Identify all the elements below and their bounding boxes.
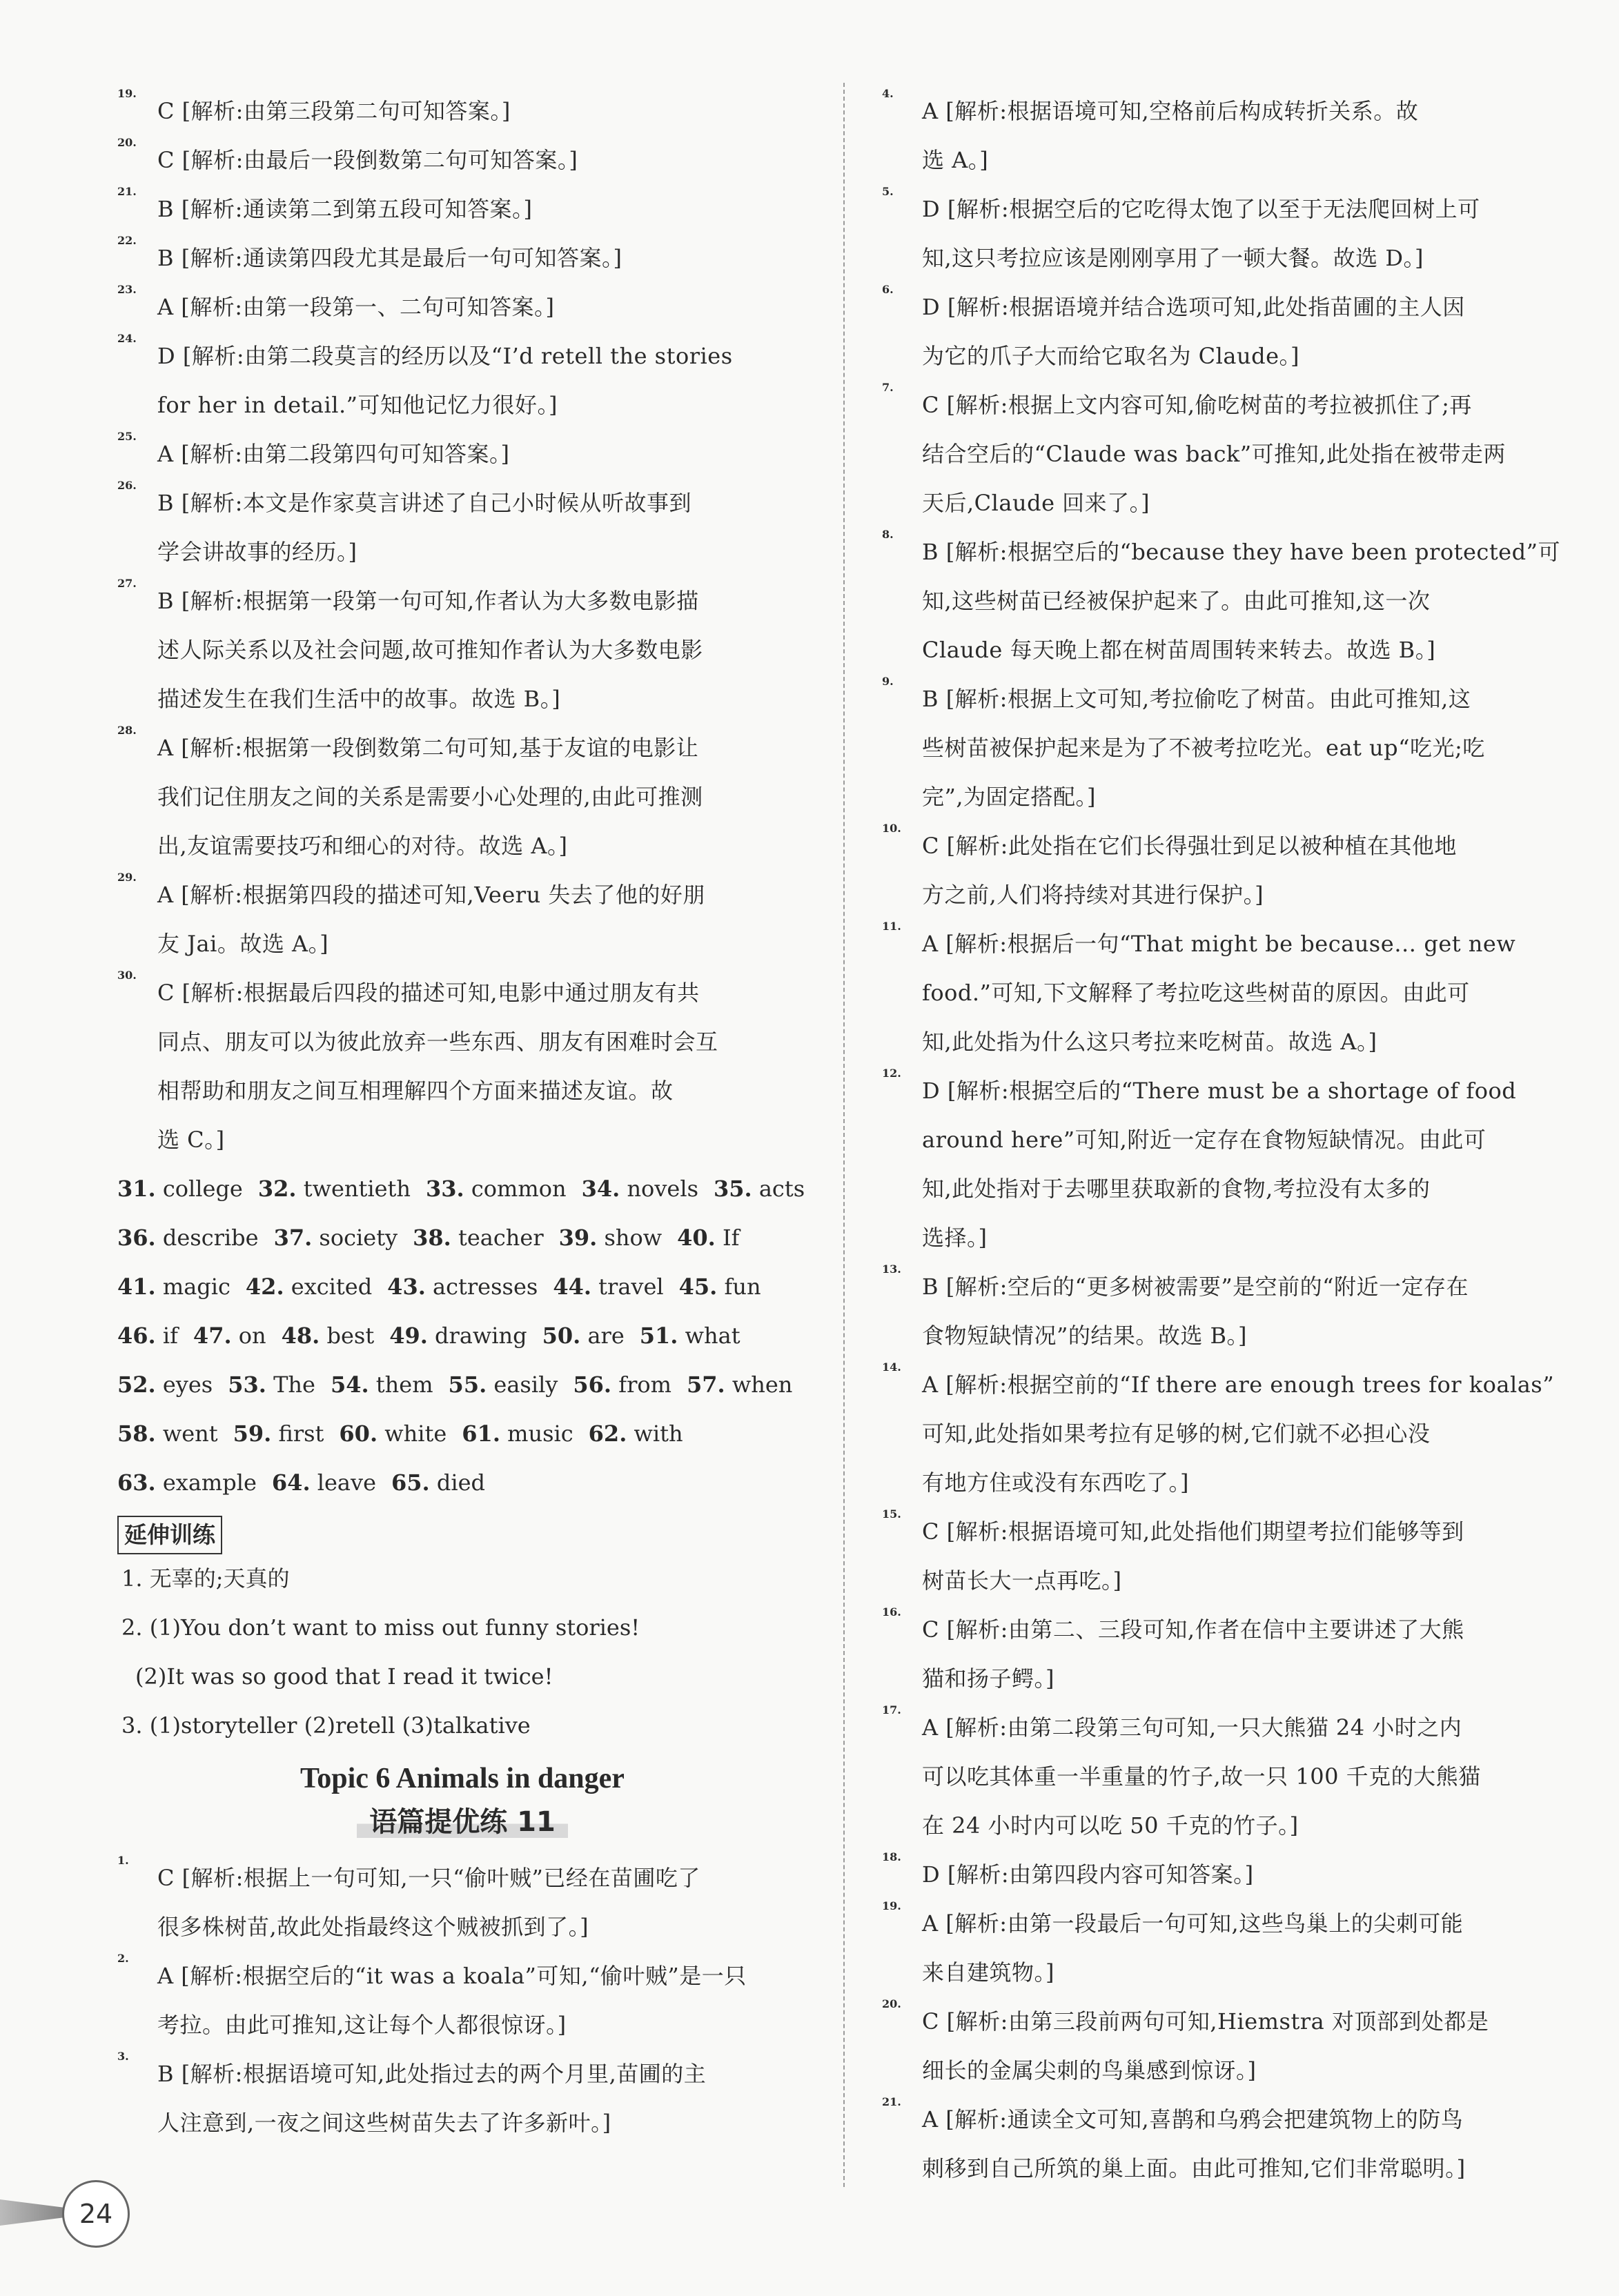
fill-answer bbox=[553, 1263, 663, 1312]
answer-number: 4. bbox=[882, 87, 894, 100]
answer-item bbox=[882, 1605, 1569, 1703]
fill-answer bbox=[117, 1263, 230, 1312]
answer-line: 猫和扬子鳄。] bbox=[922, 1665, 1054, 1692]
fill-number: 59. bbox=[233, 1421, 272, 1447]
answer-line: 细长的金属尖刺的鸟巢感到惊讶。] bbox=[922, 2057, 1257, 2084]
answer-item bbox=[882, 1067, 1569, 1263]
fill-row bbox=[117, 1165, 807, 1214]
fill-answer bbox=[413, 1214, 543, 1263]
fill-number: 52. bbox=[117, 1372, 156, 1398]
fill-number: 32. bbox=[257, 1176, 297, 1202]
fill-word: If bbox=[722, 1225, 740, 1251]
fill-answer bbox=[117, 1165, 243, 1214]
answer-line: 选择。] bbox=[922, 1225, 988, 1251]
answer-line: A [解析:由第二段第四句可知答案。] bbox=[157, 441, 510, 467]
fill-answer bbox=[387, 1263, 538, 1312]
answer-line: A [解析:通读全文可知,喜鹊和乌鸦会把建筑物上的防鸟 bbox=[922, 2106, 1464, 2132]
answer-line: 些树苗被保护起来是为了不被考拉吃光。eat up“吃光;吃 bbox=[922, 735, 1485, 761]
fill-number: 54. bbox=[330, 1372, 369, 1398]
answer-number: 12. bbox=[882, 1067, 901, 1080]
fill-answer bbox=[582, 1165, 698, 1214]
answer-item bbox=[117, 969, 807, 1165]
answer-line: 可以吃其体重一半重量的竹子,故一只 100 千克的大熊猫 bbox=[922, 1763, 1481, 1790]
answer-item bbox=[882, 2095, 1569, 2193]
fill-word: twentieth bbox=[303, 1176, 411, 1202]
answer-item bbox=[117, 332, 807, 430]
fill-answer bbox=[687, 1360, 792, 1409]
answer-line: C [解析:由第二、三段可知,作者在信中主要讲述了大熊 bbox=[922, 1616, 1464, 1643]
answer-number: 19. bbox=[882, 1899, 901, 1912]
fill-number: 50. bbox=[542, 1323, 581, 1349]
fill-number: 42. bbox=[245, 1274, 284, 1300]
answer-item bbox=[117, 430, 807, 479]
fill-answer bbox=[117, 1312, 178, 1360]
fill-word: are bbox=[587, 1323, 625, 1349]
answer-item bbox=[882, 1899, 1569, 1997]
answer-line: 出,友谊需要技巧和细心的对待。故选 A。] bbox=[157, 833, 568, 859]
fill-row bbox=[117, 1458, 807, 1507]
answer-item bbox=[117, 234, 807, 283]
fill-answer bbox=[228, 1360, 315, 1409]
answer-line: C [解析:根据语境可知,此处指他们期望考拉们能够等到 bbox=[922, 1518, 1464, 1545]
fill-number: 55. bbox=[448, 1372, 487, 1398]
answer-item bbox=[117, 136, 807, 185]
fill-number: 46. bbox=[117, 1323, 156, 1349]
fill-word: describe bbox=[162, 1225, 259, 1251]
answer-list-left-2 bbox=[117, 1854, 807, 2148]
answer-line: 相帮助和朋友之间互相理解四个方面来描述友谊。故 bbox=[157, 1078, 674, 1104]
fill-answer bbox=[246, 1263, 372, 1312]
answer-item bbox=[117, 87, 807, 136]
fill-number: 47. bbox=[193, 1323, 232, 1349]
answer-number: 20. bbox=[117, 136, 137, 149]
answer-item bbox=[117, 1854, 807, 1952]
answer-number: 15. bbox=[882, 1507, 901, 1521]
extension-section bbox=[117, 1507, 807, 1750]
fill-number: 48. bbox=[281, 1323, 320, 1349]
fill-word: teacher bbox=[458, 1225, 544, 1251]
fill-word: white bbox=[384, 1421, 447, 1447]
fill-number: 36. bbox=[117, 1225, 156, 1251]
fill-answer bbox=[272, 1458, 376, 1507]
fill-answer bbox=[258, 1165, 411, 1214]
answer-item bbox=[882, 1850, 1569, 1899]
answer-item bbox=[882, 1507, 1569, 1605]
answer-line: A [解析:根据空后的“it was a koala”可知,“偷叶贼”是一只 bbox=[157, 1963, 747, 1989]
answer-line: B [解析:空后的“更多树被需要”是空前的“附近一定存在 bbox=[922, 1274, 1469, 1300]
answer-line: 树苗长大一点再吃。] bbox=[922, 1567, 1122, 1594]
answer-line: 学会讲故事的经历。] bbox=[157, 539, 357, 565]
fill-answer bbox=[589, 1409, 683, 1458]
fill-number: 63. bbox=[117, 1469, 156, 1496]
fill-answer bbox=[117, 1458, 257, 1507]
answer-line: 有地方住或没有东西吃了。] bbox=[922, 1469, 1189, 1496]
fill-answer bbox=[640, 1312, 740, 1360]
fill-number: 31. bbox=[117, 1176, 156, 1202]
answer-item bbox=[882, 87, 1569, 185]
answer-item bbox=[117, 577, 807, 724]
answer-line: 为它的爪子大而给它取名为 Claude。] bbox=[922, 343, 1299, 369]
answer-line: 很多株树苗,故此处指最终这个贼被抓到了。] bbox=[157, 1914, 589, 1940]
answer-line: C [解析:由第三段第二句可知答案。] bbox=[157, 98, 511, 124]
answer-line: 我们记住朋友之间的关系是需要小心处理的,由此可推测 bbox=[157, 784, 703, 810]
answer-number: 19. bbox=[117, 87, 137, 100]
fill-row bbox=[117, 1312, 807, 1360]
answer-item bbox=[117, 724, 807, 871]
answer-line: C [解析:根据最后四段的描述可知,电影中通过朋友有共 bbox=[157, 980, 700, 1006]
answer-line: 知,这些树苗已经被保护起来了。由此可推知,这一次 bbox=[922, 588, 1431, 614]
answer-number: 8. bbox=[882, 528, 894, 541]
answer-item bbox=[882, 528, 1569, 675]
fill-row bbox=[117, 1263, 807, 1312]
fill-answer bbox=[679, 1263, 761, 1312]
answer-number: 26. bbox=[117, 479, 137, 492]
answer-item bbox=[117, 2050, 807, 2148]
answer-line: A [解析:根据第一段倒数第二句可知,基于友谊的电影让 bbox=[157, 735, 699, 761]
fill-word: from bbox=[618, 1372, 671, 1398]
answer-line: 可知,此处指如果考拉有足够的树,它们就不必担心没 bbox=[922, 1421, 1431, 1447]
answer-line: B [解析:根据第一段第一句可知,作者认为大多数电影描 bbox=[157, 588, 699, 614]
answer-number: 27. bbox=[117, 577, 137, 590]
answer-line: 选 C。] bbox=[157, 1127, 225, 1153]
answer-line: 刺移到自己所筑的巢上面。由此可推知,它们非常聪明。] bbox=[922, 2155, 1466, 2181]
fill-number: 51. bbox=[639, 1323, 678, 1349]
answer-line: B [解析:根据空后的“because they have been protected”可 bbox=[922, 539, 1560, 565]
page-number: 24 bbox=[62, 2180, 130, 2248]
fill-number: 44. bbox=[553, 1274, 591, 1300]
fill-number: 45. bbox=[678, 1274, 718, 1300]
fill-row bbox=[117, 1409, 807, 1458]
answer-item bbox=[882, 675, 1569, 822]
answer-line: A [解析:由第一段第一、二句可知答案。] bbox=[157, 294, 555, 320]
answer-line: 结合空后的“Claude was back”可推知,此处指在被带走两 bbox=[922, 441, 1506, 467]
answer-item bbox=[882, 1997, 1569, 2095]
answer-number: 30. bbox=[117, 969, 137, 982]
answer-line: D [解析:根据语境并结合选项可知,此处指苗圃的主人因 bbox=[922, 294, 1465, 320]
answer-line: 考拉。由此可推知,这让每个人都很惊讶。] bbox=[157, 2012, 567, 2038]
fill-word: novels bbox=[627, 1176, 698, 1202]
fill-word: fun bbox=[724, 1274, 761, 1300]
answer-line: 选 A。] bbox=[922, 147, 989, 173]
answer-number: 21. bbox=[117, 185, 137, 198]
fill-row bbox=[117, 1360, 807, 1409]
answer-line: B [解析:通读第二到第五段可知答案。] bbox=[157, 196, 533, 222]
answer-line: A [解析:根据语境可知,空格前后构成转折关系。故 bbox=[922, 98, 1419, 124]
answer-line: 天后,Claude 回来了。] bbox=[922, 490, 1150, 516]
section-title-text: 语篇提优练 11 bbox=[357, 1806, 568, 1838]
fill-number: 53. bbox=[228, 1372, 266, 1398]
extension-line: 2. (1)You don’t want to miss out funny stories! bbox=[121, 1614, 640, 1641]
extension-line: 1. 无辜的;天真的 bbox=[121, 1565, 290, 1592]
answer-number: 17. bbox=[882, 1703, 901, 1716]
fill-answer bbox=[449, 1360, 558, 1409]
fill-word: went bbox=[162, 1421, 218, 1447]
fill-word: college bbox=[162, 1176, 243, 1202]
answer-line: food.”可知,下文解释了考拉吃这些树苗的原因。由此可 bbox=[922, 980, 1470, 1006]
answer-line: A [解析:根据后一句“That might be because… get new bbox=[922, 931, 1516, 957]
answer-number: 22. bbox=[117, 234, 137, 247]
fill-answer bbox=[389, 1312, 527, 1360]
section-title bbox=[117, 1801, 807, 1843]
answer-line: for her in detail.”可知他记忆力很好。] bbox=[157, 392, 558, 418]
answer-item bbox=[882, 1360, 1569, 1507]
fill-answer bbox=[282, 1312, 375, 1360]
left-column bbox=[117, 87, 807, 2148]
answer-line: B [解析:本文是作家莫言讲述了自己小时候从听故事到 bbox=[157, 490, 691, 516]
answer-number: 23. bbox=[117, 283, 137, 296]
fill-number: 58. bbox=[117, 1421, 156, 1447]
answer-line: D [解析:由第二段莫言的经历以及“I’d retell the stories bbox=[157, 343, 733, 369]
fill-answer bbox=[677, 1214, 739, 1263]
answer-line: A [解析:根据空前的“If there are enough trees for koalas” bbox=[922, 1372, 1555, 1398]
answer-item bbox=[882, 1263, 1569, 1360]
fill-answer bbox=[559, 1214, 663, 1263]
answer-item bbox=[882, 920, 1569, 1067]
fill-number: 65. bbox=[391, 1469, 430, 1496]
fill-number: 38. bbox=[413, 1225, 451, 1251]
fill-word: music bbox=[507, 1421, 573, 1447]
answer-list-right bbox=[882, 87, 1569, 2193]
fill-word: easily bbox=[493, 1372, 558, 1398]
answer-line: 知,这只考拉应该是刚刚享用了一顿大餐。故选 D。] bbox=[922, 245, 1424, 271]
answer-number: 2. bbox=[117, 1952, 129, 1965]
answer-line: 人注意到,一夜之间这些树苗失去了许多新叶。] bbox=[157, 2110, 611, 2136]
answer-line: 描述发生在我们生活中的故事。故选 B。] bbox=[157, 686, 561, 712]
answer-number: 25. bbox=[117, 430, 137, 443]
answer-line: 方之前,人们将持续对其进行保护。] bbox=[922, 882, 1264, 908]
fill-word: The bbox=[273, 1372, 315, 1398]
answer-item bbox=[117, 283, 807, 332]
fill-number: 39. bbox=[558, 1225, 598, 1251]
fill-word: when bbox=[732, 1372, 793, 1398]
answer-list-left bbox=[117, 87, 807, 1165]
answer-number: 11. bbox=[882, 920, 901, 933]
answer-line: C [解析:根据上一句可知,一只“偷叶贼”已经在苗圃吃了 bbox=[157, 1865, 700, 1891]
fill-answer bbox=[714, 1165, 805, 1214]
fill-word: on bbox=[238, 1323, 266, 1349]
answer-line: Claude 每天晚上都在树苗周围转来转去。故选 B。] bbox=[922, 637, 1436, 663]
fill-word: leave bbox=[317, 1469, 377, 1496]
fill-answer bbox=[117, 1360, 213, 1409]
answer-line: A [解析:根据第四段的描述可知,Veeru 失去了他的好朋 bbox=[157, 882, 705, 908]
extension-label: 延伸训练 bbox=[117, 1516, 222, 1554]
fill-number: 62. bbox=[588, 1421, 627, 1447]
fill-answer bbox=[542, 1312, 625, 1360]
fill-word: eyes bbox=[162, 1372, 213, 1398]
answer-number: 10. bbox=[882, 822, 901, 835]
fill-answer bbox=[462, 1409, 573, 1458]
answer-line: 来自建筑物。] bbox=[922, 1959, 1054, 1986]
fill-answer bbox=[117, 1409, 218, 1458]
answer-number: 13. bbox=[882, 1263, 901, 1276]
answer-number: 5. bbox=[882, 185, 894, 198]
fill-number: 34. bbox=[581, 1176, 620, 1202]
fill-answer bbox=[391, 1458, 485, 1507]
answer-item bbox=[117, 1952, 807, 2050]
fill-word: died bbox=[436, 1469, 485, 1496]
answer-line: 同点、朋友可以为彼此放弃一些东西、朋友有困难时会互 bbox=[157, 1029, 718, 1055]
answer-number: 6. bbox=[882, 283, 894, 296]
answer-line: 述人际关系以及社会问题,故可推知作者认为大多数电影 bbox=[157, 637, 703, 663]
fill-row bbox=[117, 1214, 807, 1263]
answer-item bbox=[882, 1703, 1569, 1850]
fill-word: common bbox=[471, 1176, 567, 1202]
fill-answer bbox=[274, 1214, 398, 1263]
fill-answer bbox=[193, 1312, 266, 1360]
right-column bbox=[882, 87, 1569, 2193]
fill-word: with bbox=[634, 1421, 683, 1447]
fill-word: if bbox=[162, 1323, 178, 1349]
fill-in-answers bbox=[117, 1165, 807, 1507]
answer-number: 20. bbox=[882, 1997, 901, 2010]
answer-number: 7. bbox=[882, 381, 894, 394]
answer-line: B [解析:通读第四段尤其是最后一句可知答案。] bbox=[157, 245, 622, 271]
answer-number: 21. bbox=[882, 2095, 901, 2108]
fill-word: drawing bbox=[435, 1323, 527, 1349]
answer-item bbox=[882, 283, 1569, 381]
fill-word: actresses bbox=[433, 1274, 538, 1300]
fill-word: example bbox=[162, 1469, 257, 1496]
answer-number: 29. bbox=[117, 871, 137, 884]
answer-number: 14. bbox=[882, 1360, 901, 1374]
fill-answer bbox=[573, 1360, 671, 1409]
fill-word: acts bbox=[758, 1176, 805, 1202]
fill-word: magic bbox=[162, 1274, 230, 1300]
fill-number: 43. bbox=[387, 1274, 426, 1300]
fill-number: 40. bbox=[677, 1225, 716, 1251]
answer-line: 知,此处指对于去哪里获取新的食物,考拉没有太多的 bbox=[922, 1176, 1431, 1202]
answer-line: D [解析:根据空后的它吃得太饱了以至于无法爬回树上可 bbox=[922, 196, 1480, 222]
answer-item bbox=[117, 185, 807, 234]
answer-line: B [解析:根据语境可知,此处指过去的两个月里,苗圃的主 bbox=[157, 2061, 707, 2087]
answer-line: around here”可知,附近一定存在食物短缺情况。由此可 bbox=[922, 1127, 1486, 1153]
answer-line: C [解析:由最后一段倒数第二句可知答案。] bbox=[157, 147, 578, 173]
fill-number: 49. bbox=[389, 1323, 428, 1349]
answer-item bbox=[882, 822, 1569, 920]
fill-word: them bbox=[375, 1372, 433, 1398]
fill-number: 61. bbox=[462, 1421, 500, 1447]
fill-number: 35. bbox=[713, 1176, 752, 1202]
fill-number: 33. bbox=[426, 1176, 464, 1202]
answer-line: B [解析:根据上文可知,考拉偷吃了树苗。由此可推知,这 bbox=[922, 686, 1471, 712]
fill-word: excited bbox=[291, 1274, 373, 1300]
fill-answer bbox=[331, 1360, 433, 1409]
fill-answer bbox=[339, 1409, 447, 1458]
fill-answer bbox=[233, 1409, 324, 1458]
answer-line: 友 Jai。故选 A。] bbox=[157, 931, 329, 957]
column-divider bbox=[843, 83, 845, 2187]
answer-number: 3. bbox=[117, 2050, 129, 2063]
answer-item bbox=[117, 871, 807, 969]
extension-line: (2)It was so good that I read it twice! bbox=[135, 1663, 553, 1690]
answer-line: 知,此处指为什么这只考拉来吃树苗。故选 A。] bbox=[922, 1029, 1377, 1055]
answer-line: D [解析:根据空后的“There must be a shortage of food bbox=[922, 1078, 1517, 1104]
fill-word: what bbox=[685, 1323, 740, 1349]
fill-number: 41. bbox=[117, 1274, 156, 1300]
answer-line: C [解析:由第三段前两句可知,Hiemstra 对顶部到处都是 bbox=[922, 2008, 1489, 2035]
fill-number: 64. bbox=[271, 1469, 311, 1496]
fill-number: 37. bbox=[273, 1225, 313, 1251]
fill-word: travel bbox=[598, 1274, 664, 1300]
fill-word: society bbox=[319, 1225, 398, 1251]
answer-number: 16. bbox=[882, 1605, 901, 1619]
fill-number: 57. bbox=[686, 1372, 725, 1398]
answer-line: 在 24 小时内可以吃 50 千克的竹子。] bbox=[922, 1812, 1299, 1839]
answer-line: D [解析:由第四段内容可知答案。] bbox=[922, 1861, 1254, 1888]
extension-line: 3. (1)storyteller (2)retell (3)talkative bbox=[121, 1712, 531, 1739]
answer-line: C [解析:此处指在它们长得强壮到足以被种植在其他地 bbox=[922, 833, 1457, 859]
answer-line: A [解析:由第一段最后一句可知,这些鸟巢上的尖刺可能 bbox=[922, 1910, 1464, 1937]
fill-word: show bbox=[604, 1225, 663, 1251]
topic-title: Topic 6 Animals in danger bbox=[300, 1763, 625, 1794]
answer-number: 9. bbox=[882, 675, 894, 688]
fill-word: first bbox=[278, 1421, 324, 1447]
answer-number: 24. bbox=[117, 332, 137, 345]
fill-answer bbox=[426, 1165, 567, 1214]
fill-number: 60. bbox=[339, 1421, 378, 1447]
answer-number: 18. bbox=[882, 1850, 901, 1863]
answer-number: 28. bbox=[117, 724, 137, 737]
answer-line: C [解析:根据上文内容可知,偷吃树苗的考拉被抓住了;再 bbox=[922, 392, 1472, 418]
answer-item bbox=[882, 381, 1569, 528]
answer-item bbox=[117, 479, 807, 577]
answer-item bbox=[882, 185, 1569, 283]
answer-number: 1. bbox=[117, 1854, 129, 1867]
fill-word: best bbox=[326, 1323, 375, 1349]
fill-answer bbox=[117, 1214, 259, 1263]
answer-line: 食物短缺情况”的结果。故选 B。] bbox=[922, 1323, 1248, 1349]
answer-line: 完”,为固定搭配。] bbox=[922, 784, 1097, 810]
fill-number: 56. bbox=[573, 1372, 612, 1398]
answer-line: A [解析:由第二段第三句可知,一只大熊猫 24 小时之内 bbox=[922, 1714, 1462, 1741]
